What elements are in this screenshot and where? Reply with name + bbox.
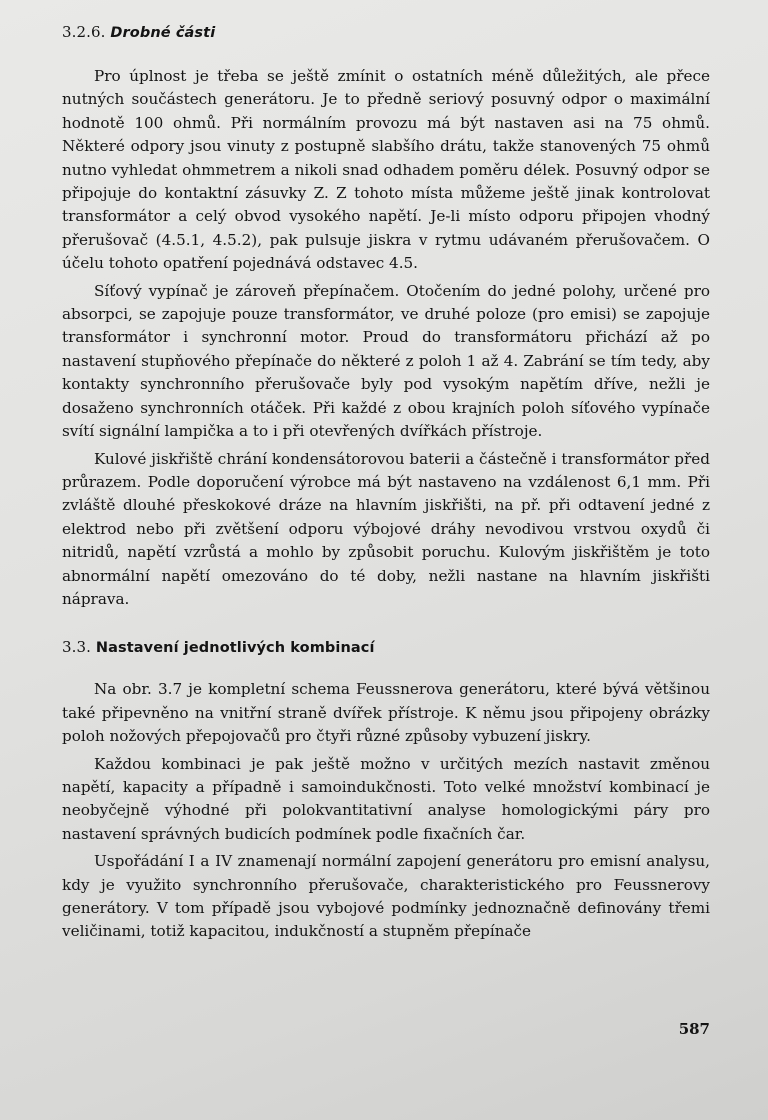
section-number: 3.2.6. xyxy=(62,23,106,41)
document-page xyxy=(62,22,710,948)
section-heading-3-2-6 xyxy=(62,22,710,43)
paragraph: Uspořádání I a IV znamenají normální zapojení generátoru pro emisní analysu, kdy je využito synchronního přerušovače, charakteristického pro Feussnerovy generátory. V tom případě jsou vybojové podmínky jednoznačně definovány třemi veličinami, totiž kapacitou, indukčností a stupněm přepínače xyxy=(62,852,710,941)
page-number: 587 xyxy=(678,1020,710,1038)
section-title: Drobné části xyxy=(110,25,216,41)
section-heading-3-3 xyxy=(62,637,710,658)
paragraph: Každou kombinaci je pak ještě možno v určitých mezích nastavit změnou napětí, kapacity a případně i samoindukčnosti. Toto velké množství kombinací je neobyčejně výhodné při polokvantitativní analyse homologickými páry pro nastavení správných budicích podmínek podle fixačních čar. xyxy=(62,754,710,843)
paragraph: Na obr. 3.7 je kompletní schema Feussnerova generátoru, které bývá většinou také připevněno na vnitřní straně dvířek přístroje. K němu jsou připojeny obrázky poloh nožových přepojovačů pro čtyři různé způsoby vybuzení jiskry. xyxy=(62,680,710,746)
paragraph: Kulové jiskřiště chrání kondensátorovou baterii a částečně i transformátor před průrazem. Podle doporučení výrobce má být nastaveno na vzdálenost 6,1 mm. Při zvláště dlouhé přeskokové dráze na hlavním jiskřišti, na př. při odtavení jedné z elektrod nebo při zvětšení odporu výbojové dráhy nevodivou vrstvou oxydů či nitridů, napětí vzrůstá a mohlo by způsobit poruchu. Kulovým jiskřištěm je toto abnormální napětí omezováno do té doby, nežli nastane na hlavním jiskřišti náprava. xyxy=(62,449,710,608)
section-title: Nastavení jednotlivých kombinací xyxy=(95,640,375,657)
section-number: 3.3. xyxy=(62,638,92,657)
paragraph: Síťový vypínač je zároveň přepínačem. Otočením do jedné polohy, určené pro absorpci, se zapojuje pouze transformátor, ve druhé poloze (pro emisi) se zapojuje transformátor i synchronní motor. Proud do transformátoru přichází až po nastavení stupňového přepínače do některé z poloh 1 až 4. Zabrání se tím tedy, aby kontakty synchronního přerušovače byly pod vysokým napětím dříve, nežli je dosaženo synchronních otáček. Při každé z obou krajních poloh síťového vypínače svítí signální lampička a to i při otevřených dvířkách přístroje. xyxy=(62,281,710,441)
paragraph: Pro úplnost je třeba se ještě zmínit o ostatních méně důležitých, ale přece nutných součástech generátoru. Je to předně seriový posuvný odpor o maximální hodnotě 100 ohmů. Při normálním provozu má být nastaven asi na 75 ohmů. Některé odpory jsou vinuty z postupně slabšího drátu, takže stanovených 75 ohmů nutno vyhledat ohmmetrem a nikoli snad odhadem poměru délek. Posuvný odpor se připojuje do kontaktní zásuvky Z. Z tohoto místa můžeme ještě jinak kontrolovat transformátor a celý obvod vysokého napětí. Je-li místo odporu připojen vhodný přerušovač (4.5.1, 4.5.2), pak pulsuje jiskra v rytmu udávaném přerušovačem. O účelu tohoto opatření pojednává odstavec 4.5. xyxy=(62,67,710,273)
